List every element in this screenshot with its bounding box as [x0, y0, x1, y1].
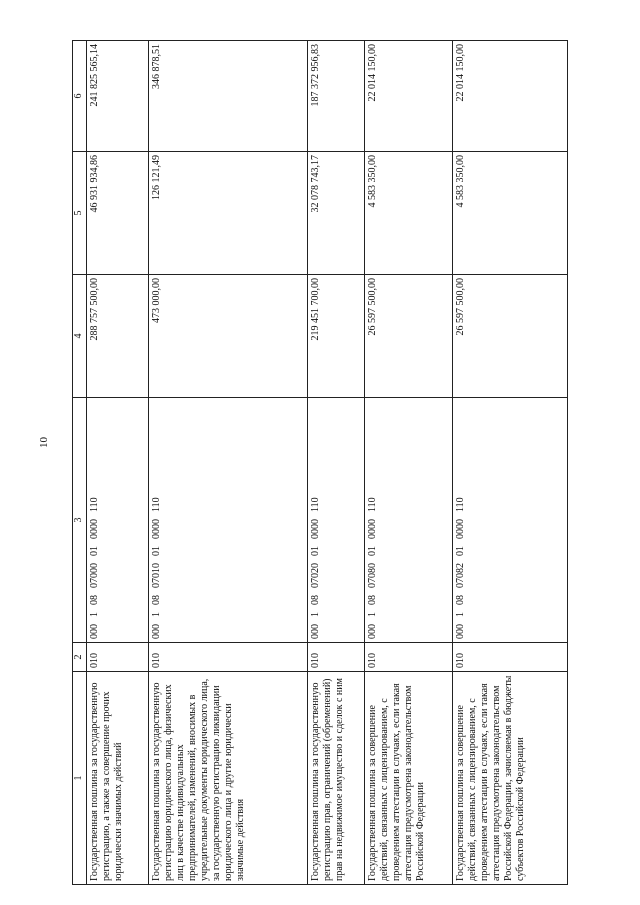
header-col-6: 6: [73, 41, 87, 152]
row-value-5: 4 583 350,00: [453, 152, 568, 275]
row-value-6: 22 014 150,00: [453, 41, 568, 152]
page-number: 10: [38, 437, 50, 448]
table-row: [307, 41, 364, 885]
header-col-1: 1: [73, 672, 87, 885]
row-name: Государственная пошлина за государственную регистрацию прав, ограничений (обременений) прав на недвижимое имущество и сделок с ним: [307, 672, 364, 885]
table-row: [86, 41, 149, 885]
table-row: [365, 41, 453, 885]
row-admin-code: 010: [307, 643, 364, 672]
rotated-table-container: [72, 40, 568, 885]
row-name: Государственная пошлина за совершение действий, связанных с лицензированием, с проведением аттестации в случаях, если такая аттестация предусмотрена законодательством Российской Федерации, зачисляемая в бюджеты субъектов Российской Федерации: [453, 672, 568, 885]
row-value-6: 187 372 956,83: [307, 41, 364, 152]
row-value-4: 288 757 500,00: [86, 275, 149, 398]
row-value-5: 46 931 934,86: [86, 152, 149, 275]
row-admin-code: 010: [365, 643, 453, 672]
row-budget-code: 00010807010010000110: [149, 398, 308, 643]
row-budget-code: 00010807020010000110: [307, 398, 364, 643]
row-budget-code: 00010807080010000110: [365, 398, 453, 643]
row-name: Государственная пошлина за государственную регистрацию, а также за совершение прочих юридически значимых действий: [86, 672, 149, 885]
row-value-4: 219 451 700,00: [307, 275, 364, 398]
row-value-6: 22 014 150,00: [365, 41, 453, 152]
row-value-6: 241 825 565,14: [86, 41, 149, 152]
revenue-table: [72, 40, 568, 885]
row-value-6: 346 878,51: [149, 41, 308, 152]
row-value-4: 473 000,00: [149, 275, 308, 398]
row-value-5: 4 583 350,00: [365, 152, 453, 275]
row-value-5: 32 078 743,17: [307, 152, 364, 275]
header-col-5: 5: [73, 152, 87, 275]
header-col-4: 4: [73, 275, 87, 398]
header-col-3: 3: [73, 398, 87, 643]
header-col-2: 2: [73, 643, 87, 672]
row-name: Государственная пошлина за совершение действий, связанных с лицензированием, с проведением аттестации в случаях, если такая аттестация предусмотрена законодательством Российской Федерации: [365, 672, 453, 885]
table-row: [453, 41, 568, 885]
row-budget-code: 00010807000010000110: [86, 398, 149, 643]
row-value-4: 26 597 500,00: [365, 275, 453, 398]
row-value-4: 26 597 500,00: [453, 275, 568, 398]
row-admin-code: 010: [453, 643, 568, 672]
row-budget-code: 00010807082010000110: [453, 398, 568, 643]
row-value-5: 126 121,49: [149, 152, 308, 275]
row-admin-code: 010: [86, 643, 149, 672]
row-admin-code: 010: [149, 643, 308, 672]
table-header-row: [73, 41, 87, 885]
table-row: [149, 41, 308, 885]
row-name: Государственная пошлина за государственную регистрацию юридического лица, физических лиц в качестве индивидуальных предпринимателей, изменений, вносимых в учредительные документы юридического лица, за государственную регистрацию ликвидации юридического лица и другие юридически значимые действия: [149, 672, 308, 885]
